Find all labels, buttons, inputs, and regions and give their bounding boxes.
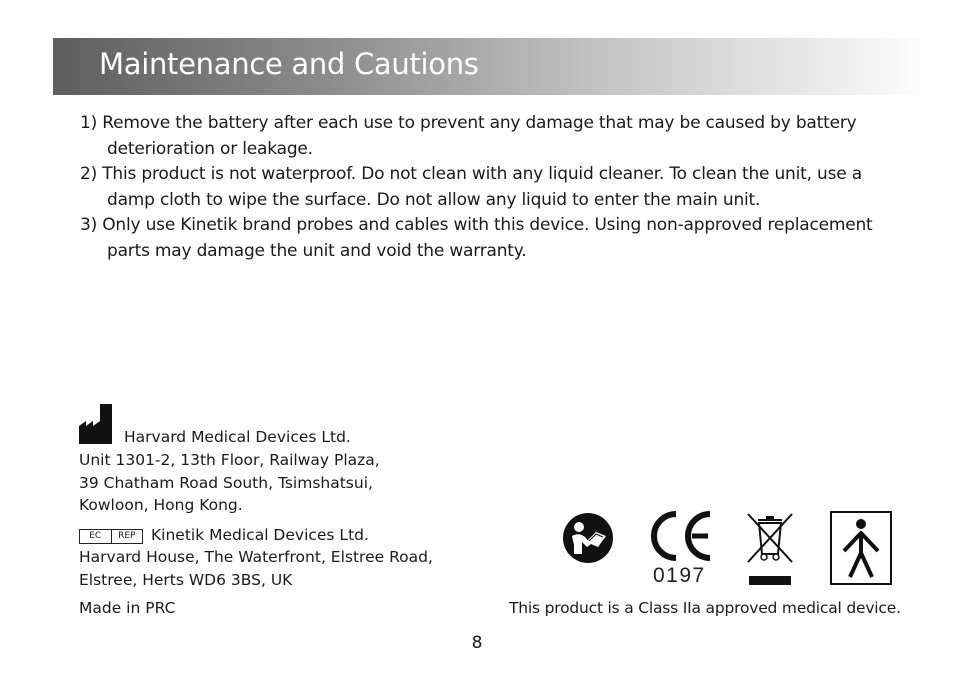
regulatory-symbols — [560, 508, 900, 588]
caution-item: 1) Remove the battery after each use to prevent any damage that may be caused by battery deterioration or leakage. — [80, 113, 857, 159]
ec-rep-symbol — [79, 529, 143, 544]
page-number: 8 — [471, 633, 483, 653]
ce-mark-icon — [644, 510, 716, 562]
weee-bin-icon — [744, 510, 796, 586]
ec-rep-name: Kinetik Medical Devices Ltd. — [151, 526, 369, 544]
class-statement: This product is a Class IIa approved medical device. — [509, 599, 901, 617]
address-line: 39 Chatham Road South, Tsimshatsui, — [79, 473, 373, 492]
ec-rep-address — [79, 546, 433, 591]
ec-rep-symbol-ec: EC — [80, 530, 112, 543]
made-in-label: Made in PRC — [79, 599, 176, 617]
ce-notified-body-number: 0197 — [653, 564, 706, 587]
caution-item: 2) This product is not waterproof. Do not clean with any liquid cleaner. To clean the unit, use a damp cloth to wipe the surface. Do not allow any liquid to enter the main unit. — [80, 164, 862, 210]
page-title: Maintenance and Cautions — [99, 47, 479, 81]
address-line: Harvard House, The Waterfront, Elstree Road, — [79, 548, 433, 566]
section-header — [53, 38, 934, 95]
address-line: Elstree, Herts WD6 3BS, UK — [79, 570, 293, 589]
ec-rep-symbol-rep: REP — [118, 531, 136, 541]
type-bf-applied-part-icon — [830, 511, 892, 585]
caution-list — [80, 111, 880, 264]
factory-icon — [79, 404, 113, 444]
address-line: Kowloon, Hong Kong. — [79, 496, 243, 514]
address-line: Unit 1301-2, 13th Floor, Railway Plaza, — [79, 451, 380, 469]
caution-item: 3) Only use Kinetik brand probes and cables with this device. Using non-approved replacement parts may damage the unit and void the warranty. — [80, 215, 873, 261]
manufacturer-name: Harvard Medical Devices Ltd. — [124, 428, 351, 446]
manufacturer-address — [79, 449, 380, 517]
consult-instructions-icon — [562, 512, 614, 564]
